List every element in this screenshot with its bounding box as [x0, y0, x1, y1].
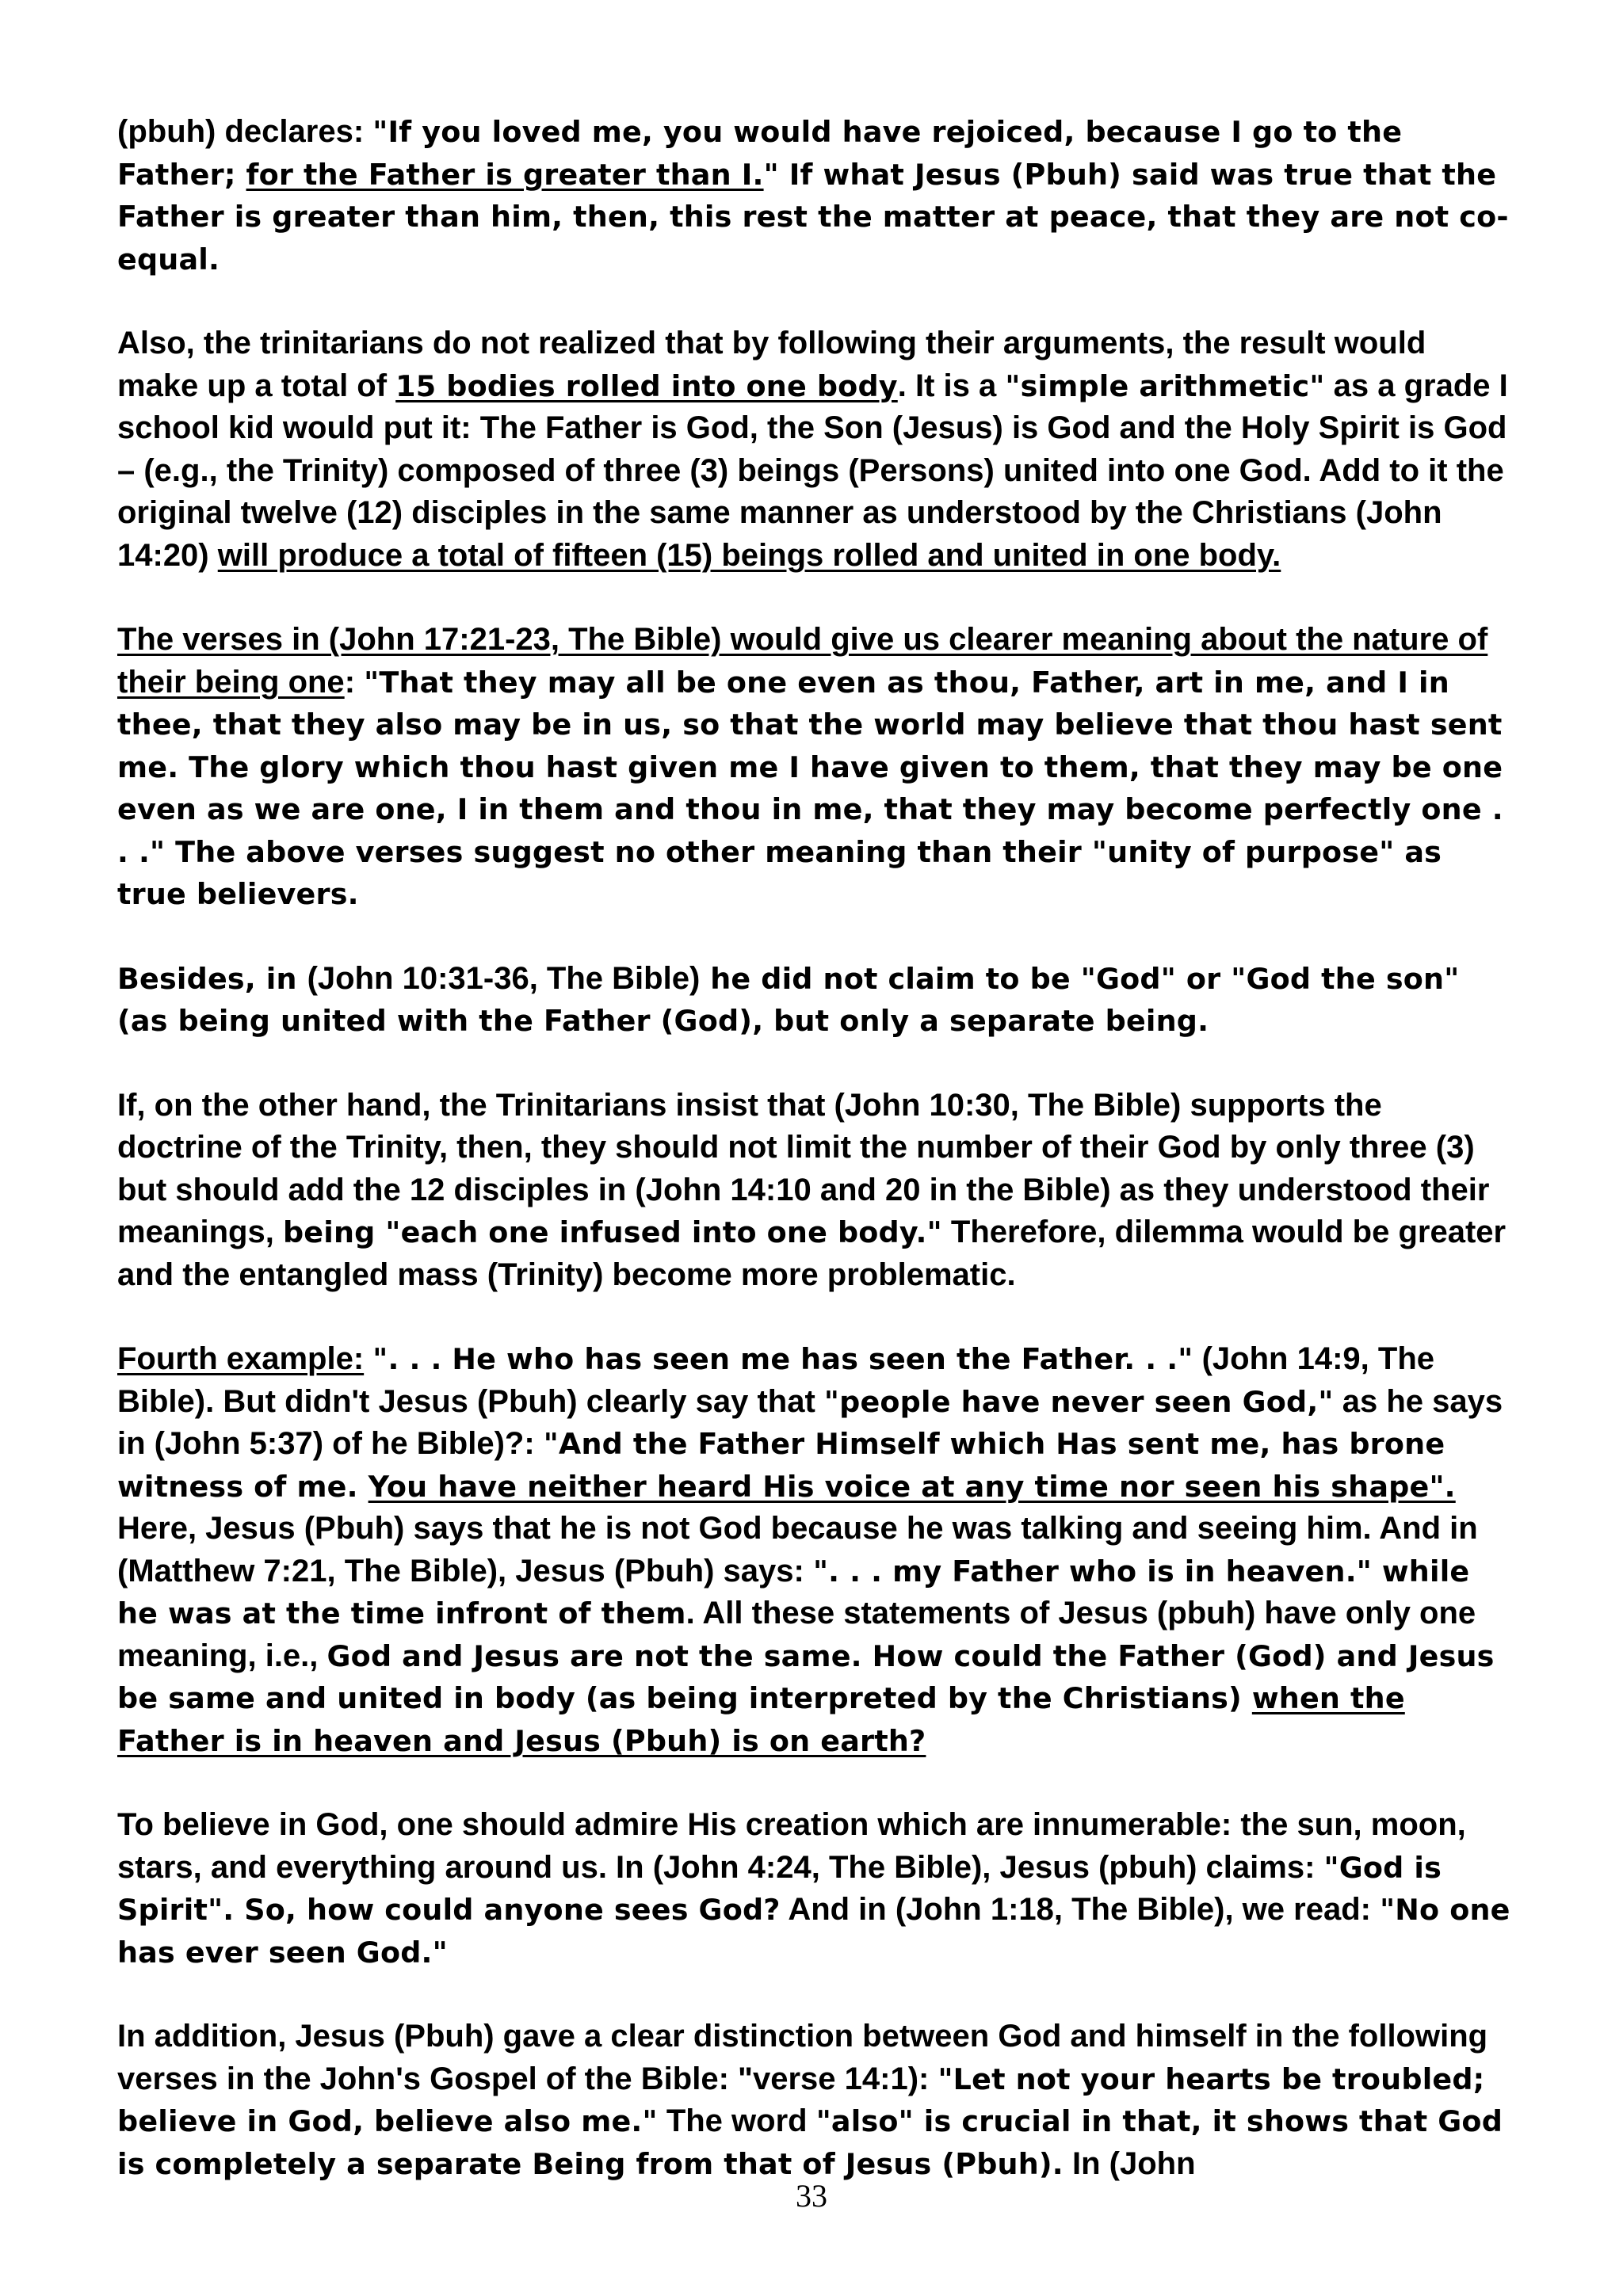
underlined-phrase: The verses in (John 17:21-23, The Bible) would give us clearer meaning about the nature of their being one [117, 622, 1488, 700]
text: Here, Jesus (Pbuh) says that he is not God because he was talking and seeing him. And in (Matthew 7:21, The Bible), Jesus (Pbuh) says: [117, 1511, 1478, 1589]
underlined-quote: You have neither heard His voice at any time nor seen his shape". [368, 1469, 1456, 1504]
text: as a grade I school kid would put it: The Father is God, the Son (Jesus) is God and the Holy Spirit is God – (e.g., the Trinity) composed of three (3) beings (Persons) united into one God. Add to it the original twelve (12) disciples in the same manner as understood by the Christians (John 14:20) [117, 368, 1508, 573]
text [364, 1341, 372, 1376]
text: as he says in (John 5:37) of he Bible)?: [117, 1383, 1503, 1461]
text: And in (John 1:18, The Bible), we read: [780, 1892, 1381, 1927]
quote-text: " If what Jesus (Pbuh) said was true that the Father is greater than him, then, this rest the matter at peace, that they are not co-equal. [117, 157, 1509, 277]
paragraph-1 [117, 111, 1512, 280]
text: To believe in God, one should admire His creation which are innumerable: the sun, moon, stars, and everything around us. In (John 4:24, The Bible), Jesus (pbuh) claims: [117, 1807, 1466, 1885]
underlined-phrase: 15 bodies rolled into one body [395, 368, 898, 403]
quote-text: "And the Father Himself which Has sent me, has brone witness of me. [117, 1427, 1445, 1504]
text: . All these statements of Jesus (pbuh) have only one meaning, i.e., [117, 1596, 1476, 1673]
quote-text: "God is Spirit". So, how could anyone sees God? [117, 1850, 1442, 1927]
quote-text: "people have never seen God," [823, 1384, 1334, 1419]
quote-text: being "each one infused into one body." [282, 1215, 942, 1249]
text: In addition, Jesus (Pbuh) gave a clear distinction between God and himself in the following verses in the John's Gospel of the Bible: "verse 14:1): [117, 2019, 1488, 2096]
paragraph-2 [117, 322, 1512, 577]
quote-text: ". . . He who has seen me has seen the Father. . ." [372, 1342, 1193, 1376]
paragraph-4 [117, 958, 1512, 1043]
text: (John 10:31-36, The Bible) [307, 960, 701, 996]
quote-text: "also" is crucial in that, it shows that God is completely a separate Being from that of Jesus (Pbuh). [117, 2104, 1503, 2181]
underlined-phrase: Fourth example: [117, 1341, 365, 1376]
paragraph-6 [117, 1338, 1512, 1762]
paragraph-7 [117, 1804, 1512, 1974]
quote-text: he did not claim to be "God" or "God the son" (as being united with the Father (God), but only a separate being. [117, 961, 1460, 1038]
text: (pbuh) declares: [117, 114, 373, 149]
quote-text: "Let not your hearts be troubled; believe in God, believe also me." [117, 2061, 1485, 2138]
quote-text: "If you loved me, you would have rejoiced, because I go to the Father; [117, 115, 1403, 192]
paragraph-8 [117, 2016, 1512, 2185]
page-number: 33 [796, 2178, 827, 2214]
quote-text: "simple arithmetic" [1005, 368, 1325, 403]
underlined-phrase: will produce a total of fifteen (15) beings rolled and united in one body. [217, 537, 1281, 573]
text: If, on the other hand, the Trinitarians insist that (John 10:30, The Bible) supports the doctrine of the Trinity, then, they should not limit the number of their God by only three (3) but should add the 12 disciples in (John 14:10 and 20 in the Bible) as they understood their meanings, [117, 1087, 1490, 1249]
quote-text: "That they may all be one even as thou, Father, art in me, and I in thee, that they also may be in us, so that the world may believe that thou hast sent me. The glory which thou hast given me I have given to them, that they may be one even as we are one, I in them and thou in me, that they may become perfectly one . . ." The above verses suggest no other meaning than their "unity of purpose" as true believers. [117, 665, 1503, 911]
text: The word [657, 2103, 816, 2138]
underlined-quote: for the Father is greater than I. [246, 157, 764, 192]
text: Therefore, dilemma would be greater and the entangled mass (Trinity) become more problematic. [117, 1215, 1507, 1292]
text: Also, the trinitarians do not realized that by following their arguments, the result would make up a total of [117, 326, 1426, 403]
quote-text: God and Jesus are not the same. How could the Father (God) and Jesus be same and united in body (as being interpreted by the Christians) [117, 1638, 1495, 1715]
text: In (John [1063, 2145, 1196, 2181]
text: . It is a [897, 368, 1006, 403]
quote-text: Besides, in [117, 961, 307, 996]
underlined-quote: when the Father is in heaven and Jesus (Pbuh) is on earth? [117, 1681, 1405, 1758]
quote-text: "No one has ever seen God." [117, 1893, 1510, 1970]
text: : [344, 664, 365, 700]
quote-text: ". . . my Father who is in heaven." while he was at the time infront of them [117, 1554, 1470, 1630]
page-body [117, 111, 1512, 2227]
paragraph-3 [117, 619, 1512, 916]
text: (John 14:9, The Bible). But didn't Jesus (Pbuh) clearly say that [117, 1341, 1434, 1419]
paragraph-5 [117, 1085, 1512, 1297]
